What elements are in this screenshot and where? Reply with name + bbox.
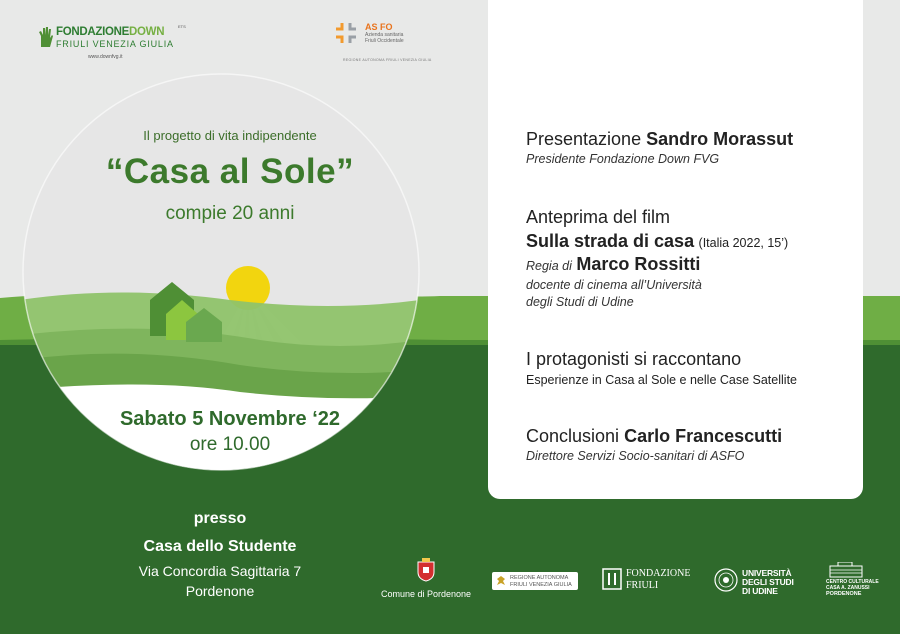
fondazione-friuli-logo xyxy=(602,566,698,594)
venue-presso: presso xyxy=(193,510,247,527)
fd-url: www.downfvg.it xyxy=(88,54,123,60)
uni-line1: UNIVERSITÀ xyxy=(742,568,792,578)
eagle-icon xyxy=(496,575,506,587)
p2-role2: degli Studi di Udine xyxy=(526,295,634,309)
asfo-logo xyxy=(333,20,433,66)
casa-zanussi-logo xyxy=(822,562,879,602)
event-time: ore 10.00 xyxy=(189,434,271,455)
crest-icon xyxy=(417,558,435,582)
p2-role1: docente di cinema all’Università xyxy=(526,278,702,292)
p2-lead: Anteprima del film xyxy=(526,207,671,227)
event-title: “Casa al Sole” xyxy=(105,152,355,191)
fd-name-part2: DOWN xyxy=(129,26,165,38)
asfo-region: REGIONE AUTONOMA FRIULI VENEZIA GIULIA xyxy=(343,58,432,62)
universita-udine-logo xyxy=(714,566,814,596)
asfo-line1: Azienda sanitaria xyxy=(365,32,404,38)
event-subtitle: compie 20 anni xyxy=(165,203,295,224)
p1-lead: Presentazione xyxy=(526,129,642,149)
building-icon xyxy=(828,562,864,578)
programme-item-2-regia xyxy=(526,254,700,275)
p2-director: Marco Rossitti xyxy=(576,254,701,274)
p4-lead: Conclusioni xyxy=(526,426,620,446)
p2-info: (Italia 2022, 15’) xyxy=(698,236,789,250)
regione-fvg-logo xyxy=(492,572,578,590)
p2-title: Sulla strada di casa xyxy=(526,231,695,251)
friuli-line1: FONDAZIONE xyxy=(626,568,691,579)
comune-name: Comune di Pordenone xyxy=(380,589,472,599)
ccz-line3: PORDENONE xyxy=(826,591,862,597)
p4-name: Carlo Francescutti xyxy=(624,426,783,446)
ccz-line2: CASA A. ZANUSSI xyxy=(826,585,870,591)
fd-region: FRIULI VENEZIA GIULIA xyxy=(56,39,174,49)
fondazione-friuli-icon xyxy=(602,568,622,590)
event-date: Sabato 5 Novembre ‘22 xyxy=(119,408,341,430)
university-seal-icon xyxy=(714,568,738,592)
uni-line3: DI UDINE xyxy=(742,586,778,596)
fondazione-down-logo xyxy=(38,26,188,66)
venue-name: Casa dello Studente xyxy=(143,538,297,555)
fd-name-part1: FONDAZIONE xyxy=(56,26,130,38)
p1-name: Sandro Morassut xyxy=(646,129,794,149)
asfo-line2: Friuli Occidentale xyxy=(365,38,404,44)
venue-city: Pordenone xyxy=(185,583,255,599)
venue-street: Via Concordia Sagittaria 7 xyxy=(138,563,302,579)
hand-icon xyxy=(38,26,54,48)
programme-item-2-title xyxy=(526,231,788,252)
p3-note: Esperienze in Casa al Sole e nelle Case Satellite xyxy=(526,373,797,387)
asfo-name: AS FO xyxy=(365,22,393,32)
friuli-line2: FRIULI xyxy=(626,580,659,591)
p1-role: Presidente Fondazione Down FVG xyxy=(526,152,720,166)
fvg-line2: FRIULI VENEZIA GIULIA xyxy=(510,582,572,588)
fvg-line1: REGIONE AUTONOMA xyxy=(510,575,569,581)
p3-lead: I protagonisti si raccontano xyxy=(526,349,742,369)
p2-regia: Regia di xyxy=(526,259,572,273)
programme-item-4 xyxy=(526,426,782,447)
uni-line2: DEGLI STUDI xyxy=(742,577,794,587)
asfo-mark-icon xyxy=(333,20,359,46)
comune-pordenone-logo xyxy=(380,558,472,602)
event-intro: Il progetto di vita indipendente xyxy=(143,128,317,143)
ccz-line1: CENTRO CULTURALE xyxy=(826,579,879,585)
programme-item-1 xyxy=(526,129,793,150)
fd-ets: ETS xyxy=(178,24,186,29)
p4-role: Direttore Servizi Socio-sanitari di ASFO xyxy=(526,449,745,463)
